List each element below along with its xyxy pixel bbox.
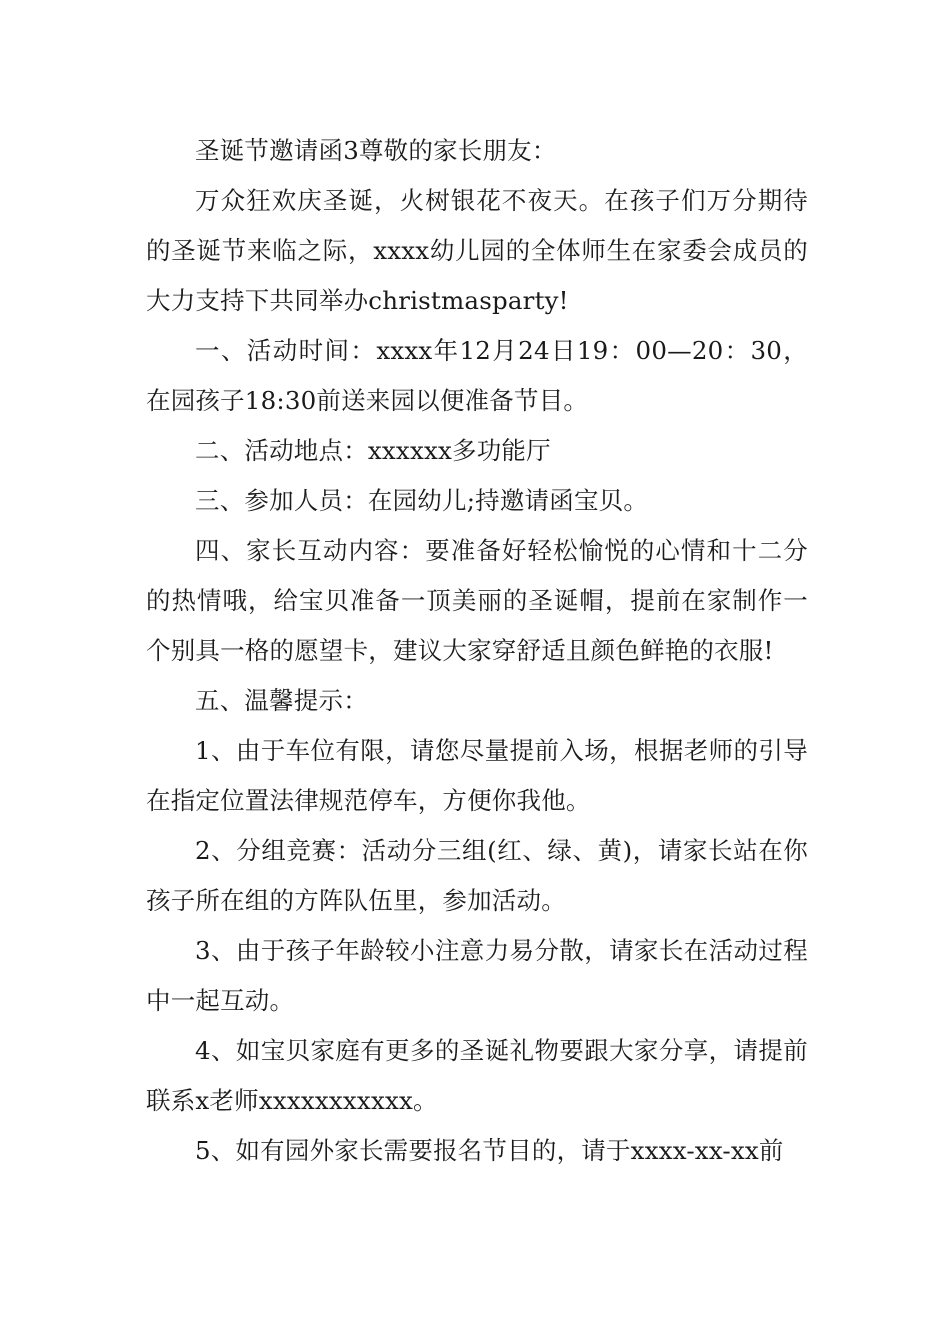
document-body <box>146 126 808 1176</box>
parent-interaction: 四、家长互动内容：要准备好轻松愉悦的心情和十二分的热情哦，给宝贝准备一顶美丽的圣诞帽，提前在家制作一个别具一格的愿望卡，建议大家穿舒适且颜色鲜艳的衣服! <box>146 536 808 665</box>
tip-item: 1、由于车位有限，请您尽量提前入场，根据老师的引导在指定位置法律规范停车，方便你我他。 <box>146 736 808 815</box>
invitation-greeting: 圣诞节邀请函3尊敬的家长朋友： <box>195 136 557 165</box>
intro-paragraph: 万众狂欢庆圣诞，火树银花不夜天。在孩子们万分期待的圣诞节来临之际，xxxx幼儿园的全体师生在家委会成员的大力支持下共同举办christmasparty! <box>146 186 808 315</box>
tip-item: 5、如有园外家长需要报名节目的，请于xxxx-xx-xx前 <box>195 1136 784 1165</box>
participants: 三、参加人员：在园幼儿;持邀请函宝贝。 <box>195 486 649 515</box>
tip-item: 2、分组竞赛：活动分三组(红、绿、黄)，请家长站在你孩子所在组的方阵队伍里，参加活动。 <box>146 836 808 915</box>
activity-time: 一、活动时间：xxxx年12月24日19：00—20：30，在园孩子18:30前送来园以便准备节目。 <box>146 336 808 415</box>
tip-item: 4、如宝贝家庭有更多的圣诞礼物要跟大家分享，请提前联系x老师xxxxxxxxxxx。 <box>146 1036 808 1115</box>
activity-location: 二、活动地点：xxxxxx多功能厅 <box>195 436 551 465</box>
tips-heading: 五、温馨提示： <box>195 686 368 715</box>
tip-item: 3、由于孩子年龄较小注意力易分散，请家长在活动过程中一起互动。 <box>146 936 808 1015</box>
